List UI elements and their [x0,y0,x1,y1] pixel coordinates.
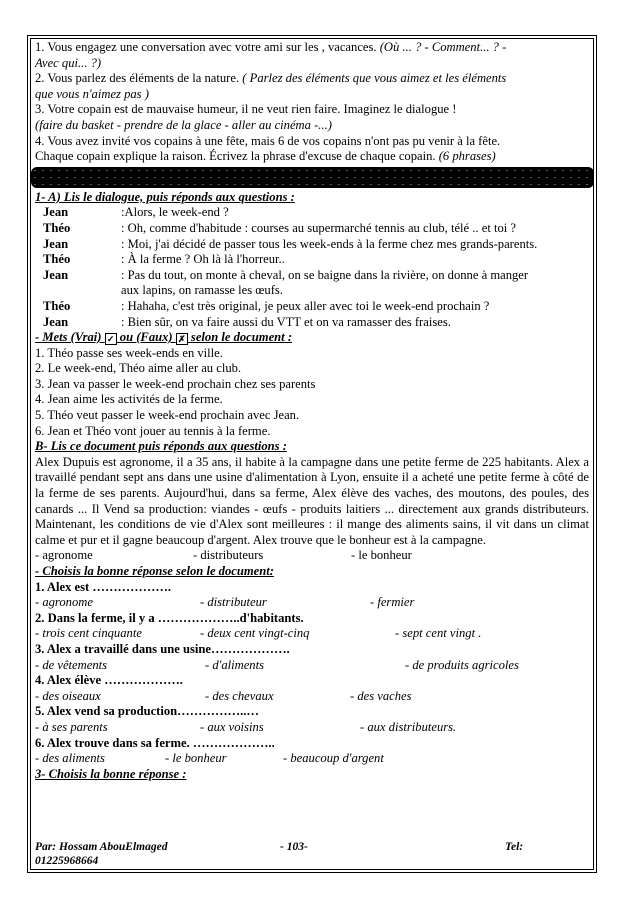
dialogue-line [35,221,589,237]
option-row [35,626,589,642]
reading-text: Alex Dupuis est agronome, il a 35 ans, il habite à la campagne dans une petite ferme de 225 habitants. Alex a travaillé pendant sept ans dans une usine d'alimentation à Lyon, ensuite il a acheté une petite ferme à côté de la ferme de ses parents. Aujourd'hui, dans sa ferme, Alex élève des vaches, des moutons, des poules, des canards ... Il Vend sa production: viandes - œufs - produits laitiers ... directement aux grands distributeurs. Maintenant, les conditions de vie d'Alex sont meilleures : il mange des aliments sains, il vit dans un climat calme et pur et il gagne beaucoup d'argent. Alex trouve que le bonheur est à la campagne. [35,454,589,547]
true-false-title [35,330,589,346]
intro-hint: Avec qui... ?) [35,55,102,70]
question: 2. Dans la ferme, il y a ………………..d'habitants. [35,610,304,625]
vocab-item: - agronome [35,548,93,563]
question: 6. Alex trouve dans sa ferme. ……………….. [35,735,275,750]
option-row [35,658,589,674]
speaker-name: Jean [43,205,69,220]
answer-option[interactable]: - aux distributeurs. [360,719,457,734]
speaker-name [35,283,121,299]
vocab-row [35,548,589,564]
phone-number: 01225968664 [35,855,99,867]
dialogue-text: : Hahaha, c'est très original, je peux aller avec toi le week-end prochain ? [121,298,490,313]
intro-hint: ( Parlez des éléments que vous aimez et les éléments [242,71,507,86]
dialogue-text: : À la ferme ? Oh là là l'horreur.. [121,252,285,267]
cross-mark-icon: ✗ [176,333,188,345]
answer-option[interactable]: - de vêtements [35,657,108,672]
speaker-name: Jean [43,236,69,251]
dialogue-text: aux lapins, on ramasse les œufs. [121,283,283,298]
answer-option[interactable]: - d'aliments [205,657,265,672]
answer-option[interactable]: - des chevaux [205,688,274,703]
section-3-title: 3- Choisis la bonne réponse : [35,766,187,781]
vocab-item: - distributeurs [193,548,264,563]
question: 5. Alex vend sa production……………..… [35,704,260,719]
section-a-title: 1- A) Lis le dialogue, puis réponds aux questions : [35,189,295,204]
answer-option[interactable]: - agronome [35,595,93,610]
option-row [35,689,589,705]
dialogue-line [35,237,589,253]
true-false-list [35,346,589,440]
option-row [35,595,589,611]
author-name: Par: Hossam AbouElmaged [35,841,168,853]
dotted-divider [31,167,594,188]
dialogue-text: : Bien sûr, on va faire aussi du VTT et on va ramasser des fraises. [121,314,451,329]
statement-item: 5. Théo veut passer le week-end prochain avec Jean. [35,408,300,423]
answer-option[interactable]: - fermier [370,595,415,610]
dialogue-line [35,268,589,284]
intro-hint: (Où ... ? - Comment... ? - [379,40,507,54]
answer-option[interactable]: - beaucoup d'argent [283,751,384,766]
intro-hint: que vous n'aimez pas ) [35,86,149,101]
answer-option[interactable]: - sept cent vingt . [395,626,482,641]
dialogue-text: : Pas du tout, on monte à cheval, on se baigne dans la rivière, on donne à manger [121,267,529,282]
worksheet-content [35,40,589,782]
speaker-name: Théo [43,252,71,267]
answer-option[interactable]: - de produits agricoles [405,657,519,672]
speaker-name: Théo [43,298,71,313]
statement-item: 6. Jean et Théo vont jouer au tennis à la ferme. [35,423,271,438]
speaker-name: Théo [43,220,71,235]
intro-text: Chaque copain explique la raison. Écrivez la phrase d'excuse de chaque copain. [35,149,439,164]
intro-text: 4. Vous avez invité vos copains à une fête, mais 6 de vos copains n'ont pas pu venir à la fête. [35,133,501,148]
question: 4. Alex élève ………………. [35,673,183,688]
intro-hint: (6 phrases) [438,149,496,164]
check-mark-icon: ✓ [105,333,117,345]
question: 3. Alex a travaillé dans une usine………………. [35,641,290,656]
answer-option[interactable]: - à ses parents [35,719,108,734]
intro-line [35,71,589,87]
statement-item: 3. Jean va passer le week-end prochain chez ses parents [35,376,316,391]
answer-option[interactable]: - des oiseaux [35,688,101,703]
question-list [35,580,589,767]
dialogue-line [35,205,589,221]
answer-option[interactable]: - deux cent vingt-cinq [200,626,310,641]
dialogue-text: : Moi, j'ai décidé de passer tous les week-ends à la ferme chez mes grands-parents. [121,236,538,251]
option-row [35,751,589,767]
answer-option[interactable]: - des aliments [35,751,105,766]
speaker-name: Jean [43,314,69,329]
statement-item: 4. Jean aime les activités de la ferme. [35,392,223,407]
dialogue-text: :Alors, le week-end ? [121,205,229,220]
choose-title: - Choisis la bonne réponse selon le document: [35,564,274,578]
answer-option[interactable]: - le bonheur [165,751,227,766]
answer-option[interactable]: - trois cent cinquante [35,626,142,641]
speaker-name: Jean [43,267,69,282]
dialogue-line [35,299,589,315]
intro-text: 2. Vous parlez des éléments de la nature. [35,71,243,86]
tel-label: Tel: [505,841,524,853]
dialogue-line [35,252,589,268]
dialogue-line [35,283,589,299]
dialogue [35,205,589,330]
dialogue-line [35,315,589,331]
intro-hint: (faire du basket - prendre de la glace - aller au cinéma -...) [35,117,332,132]
page-number: - 103- [280,841,308,853]
true-false-title-part: - Mets (Vrai) [35,330,105,345]
intro-line [35,40,589,56]
true-false-title-part: selon le document : [187,330,293,345]
statement-item: 1. Théo passe ses week-ends en ville. [35,345,223,360]
section-b-title: B- Lis ce document puis réponds aux questions : [35,439,287,454]
true-false-title-part: ou (Faux) [116,330,176,345]
statement-item: 2. Le week-end, Théo aime aller au club. [35,361,242,376]
answer-option[interactable]: - aux voisins [200,719,264,734]
intro-text: 1. Vous engagez une conversation avec votre ami sur les , vacances. [35,40,380,54]
question: 1. Alex est ………………. [35,579,172,594]
answer-option[interactable]: - distributeur [200,595,267,610]
dialogue-text: : Oh, comme d'habitude : courses au supermarché tennis au club, télé .. et toi ? [121,220,516,235]
vocab-item: - le bonheur [351,548,412,563]
intro-text: 3. Votre copain est de mauvaise humeur, il ne veut rien faire. Imaginez le dialogue ! [35,102,457,117]
page-footer [35,840,589,868]
intro-line [35,149,589,165]
answer-option[interactable]: - des vaches [350,688,412,703]
option-row [35,720,589,736]
